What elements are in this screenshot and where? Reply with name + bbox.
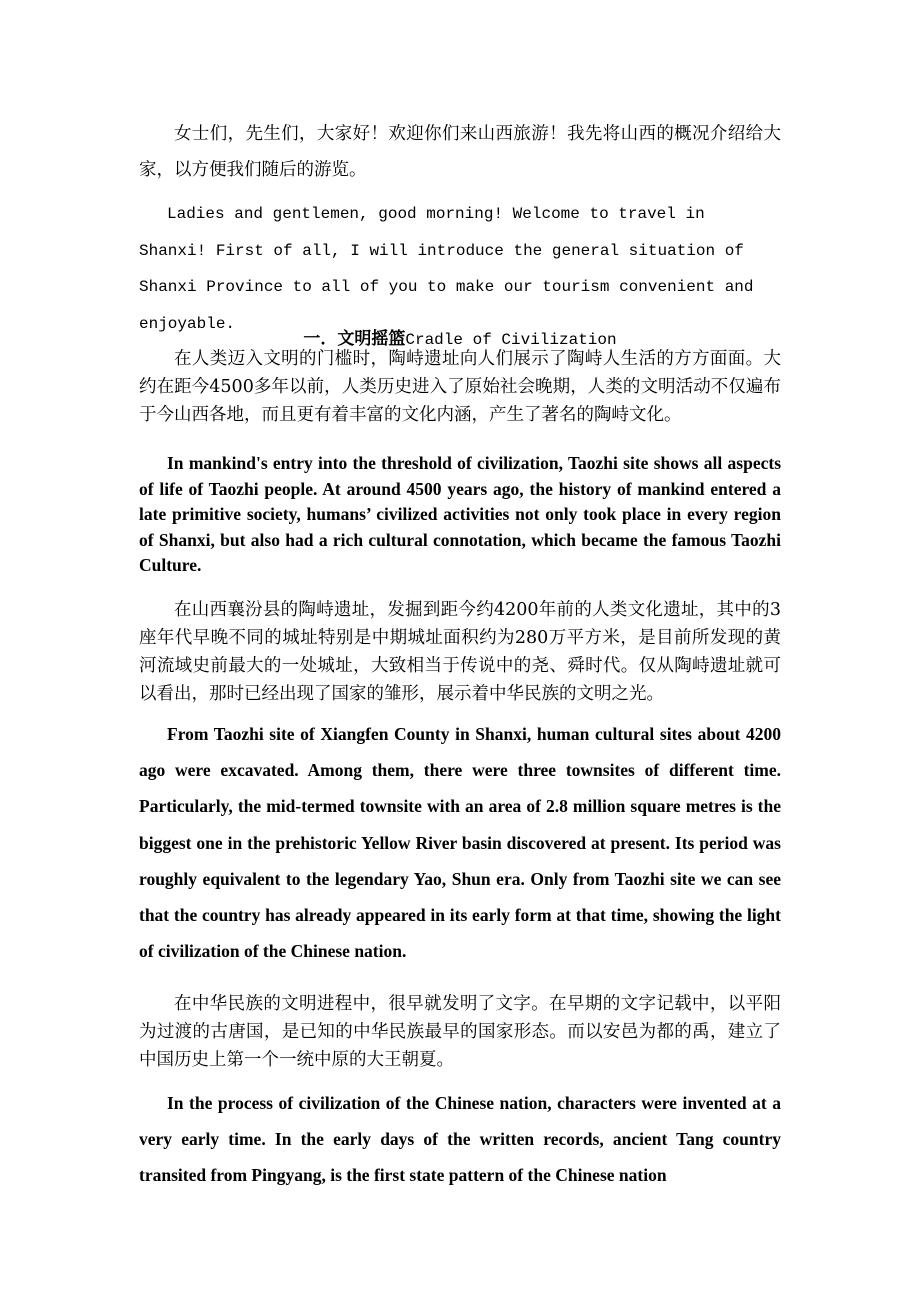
section-heading-english: Cradle of Civilization bbox=[405, 331, 617, 349]
intro-english-paragraph: Ladies and gentlemen, good morning! Welcome to travel in Shanxi! First of all, I will introduce the general situation of Shanxi Province to all of you to make our tourism convenient and enjoyable. bbox=[139, 205, 754, 333]
paragraph-2-chinese: 在山西襄汾县的陶峙遗址，发掘到距今约4200年前的人类文化遗址，其中的3座年代早晚不同的城址特别是中期城址面积约为280万平方米，是目前所发现的黄河流域史前最大的一处城址，大致相当于传说中的尧、舜时代。仅从陶峙遗址就可以看出，那时已经出现了国家的雏形，展示着中华民族的文明之光。 bbox=[139, 600, 781, 704]
section-heading-chinese: 一．文明摇篮 bbox=[303, 329, 406, 349]
paragraph-1-english: In mankind's entry into the threshold of civilization, Taozhi site shows all aspects of life of Taozhi people. At around 4500 years ago, the history of mankind entered a late primitive society, humans’ civilized activities not only took place in every region of Shanxi, but also had a rich cultural connotation, which became the famous Taozhi Culture. bbox=[139, 453, 781, 575]
paragraph-3-english: In the process of civilization of the Chinese nation, characters were invented at a very early time. In the early days of the written records, ancient Tang country transited from Pingyang, is the first state pattern of the Chinese nation bbox=[139, 1093, 781, 1186]
paragraph-1-chinese: 在人类迈入文明的门槛时，陶峙遗址向人们展示了陶峙人生活的方方面面。大约在距今4500多年以前，人类历史进入了原始社会晚期，人类的文明活动不仅遍布于今山西各地，而且更有着丰富的文化内涵，产生了著名的陶峙文化。 bbox=[139, 349, 781, 425]
paragraph-2-english: From Taozhi site of Xiangfen County in Shanxi, human cultural sites about 4200 ago were excavated. Among them, there were three townsites of different time. Particularly, the mid-termed townsite with an area of 2.8 million square metres is the biggest one in the prehistoric Yellow River basin discovered at present. Its period was roughly equivalent to the legendary Yao, Shun era. Only from Taozhi site we can see that the country has already appeared in its early form at that time, showing the light of civilization of the Chinese nation. bbox=[139, 724, 781, 962]
intro-chinese-paragraph: 女士们，先生们，大家好！欢迎你们来山西旅游！我先将山西的概况介绍给大家，以方便我们随后的游览。 bbox=[139, 124, 781, 180]
paragraph-3-chinese: 在中华民族的文明进程中，很早就发明了文字。在早期的文字记载中，以平阳为过渡的古唐国，是已知的中华民族最早的国家形态。而以安邑为都的禹，建立了中国历史上第一个一统中原的大王朝夏。 bbox=[139, 994, 781, 1070]
